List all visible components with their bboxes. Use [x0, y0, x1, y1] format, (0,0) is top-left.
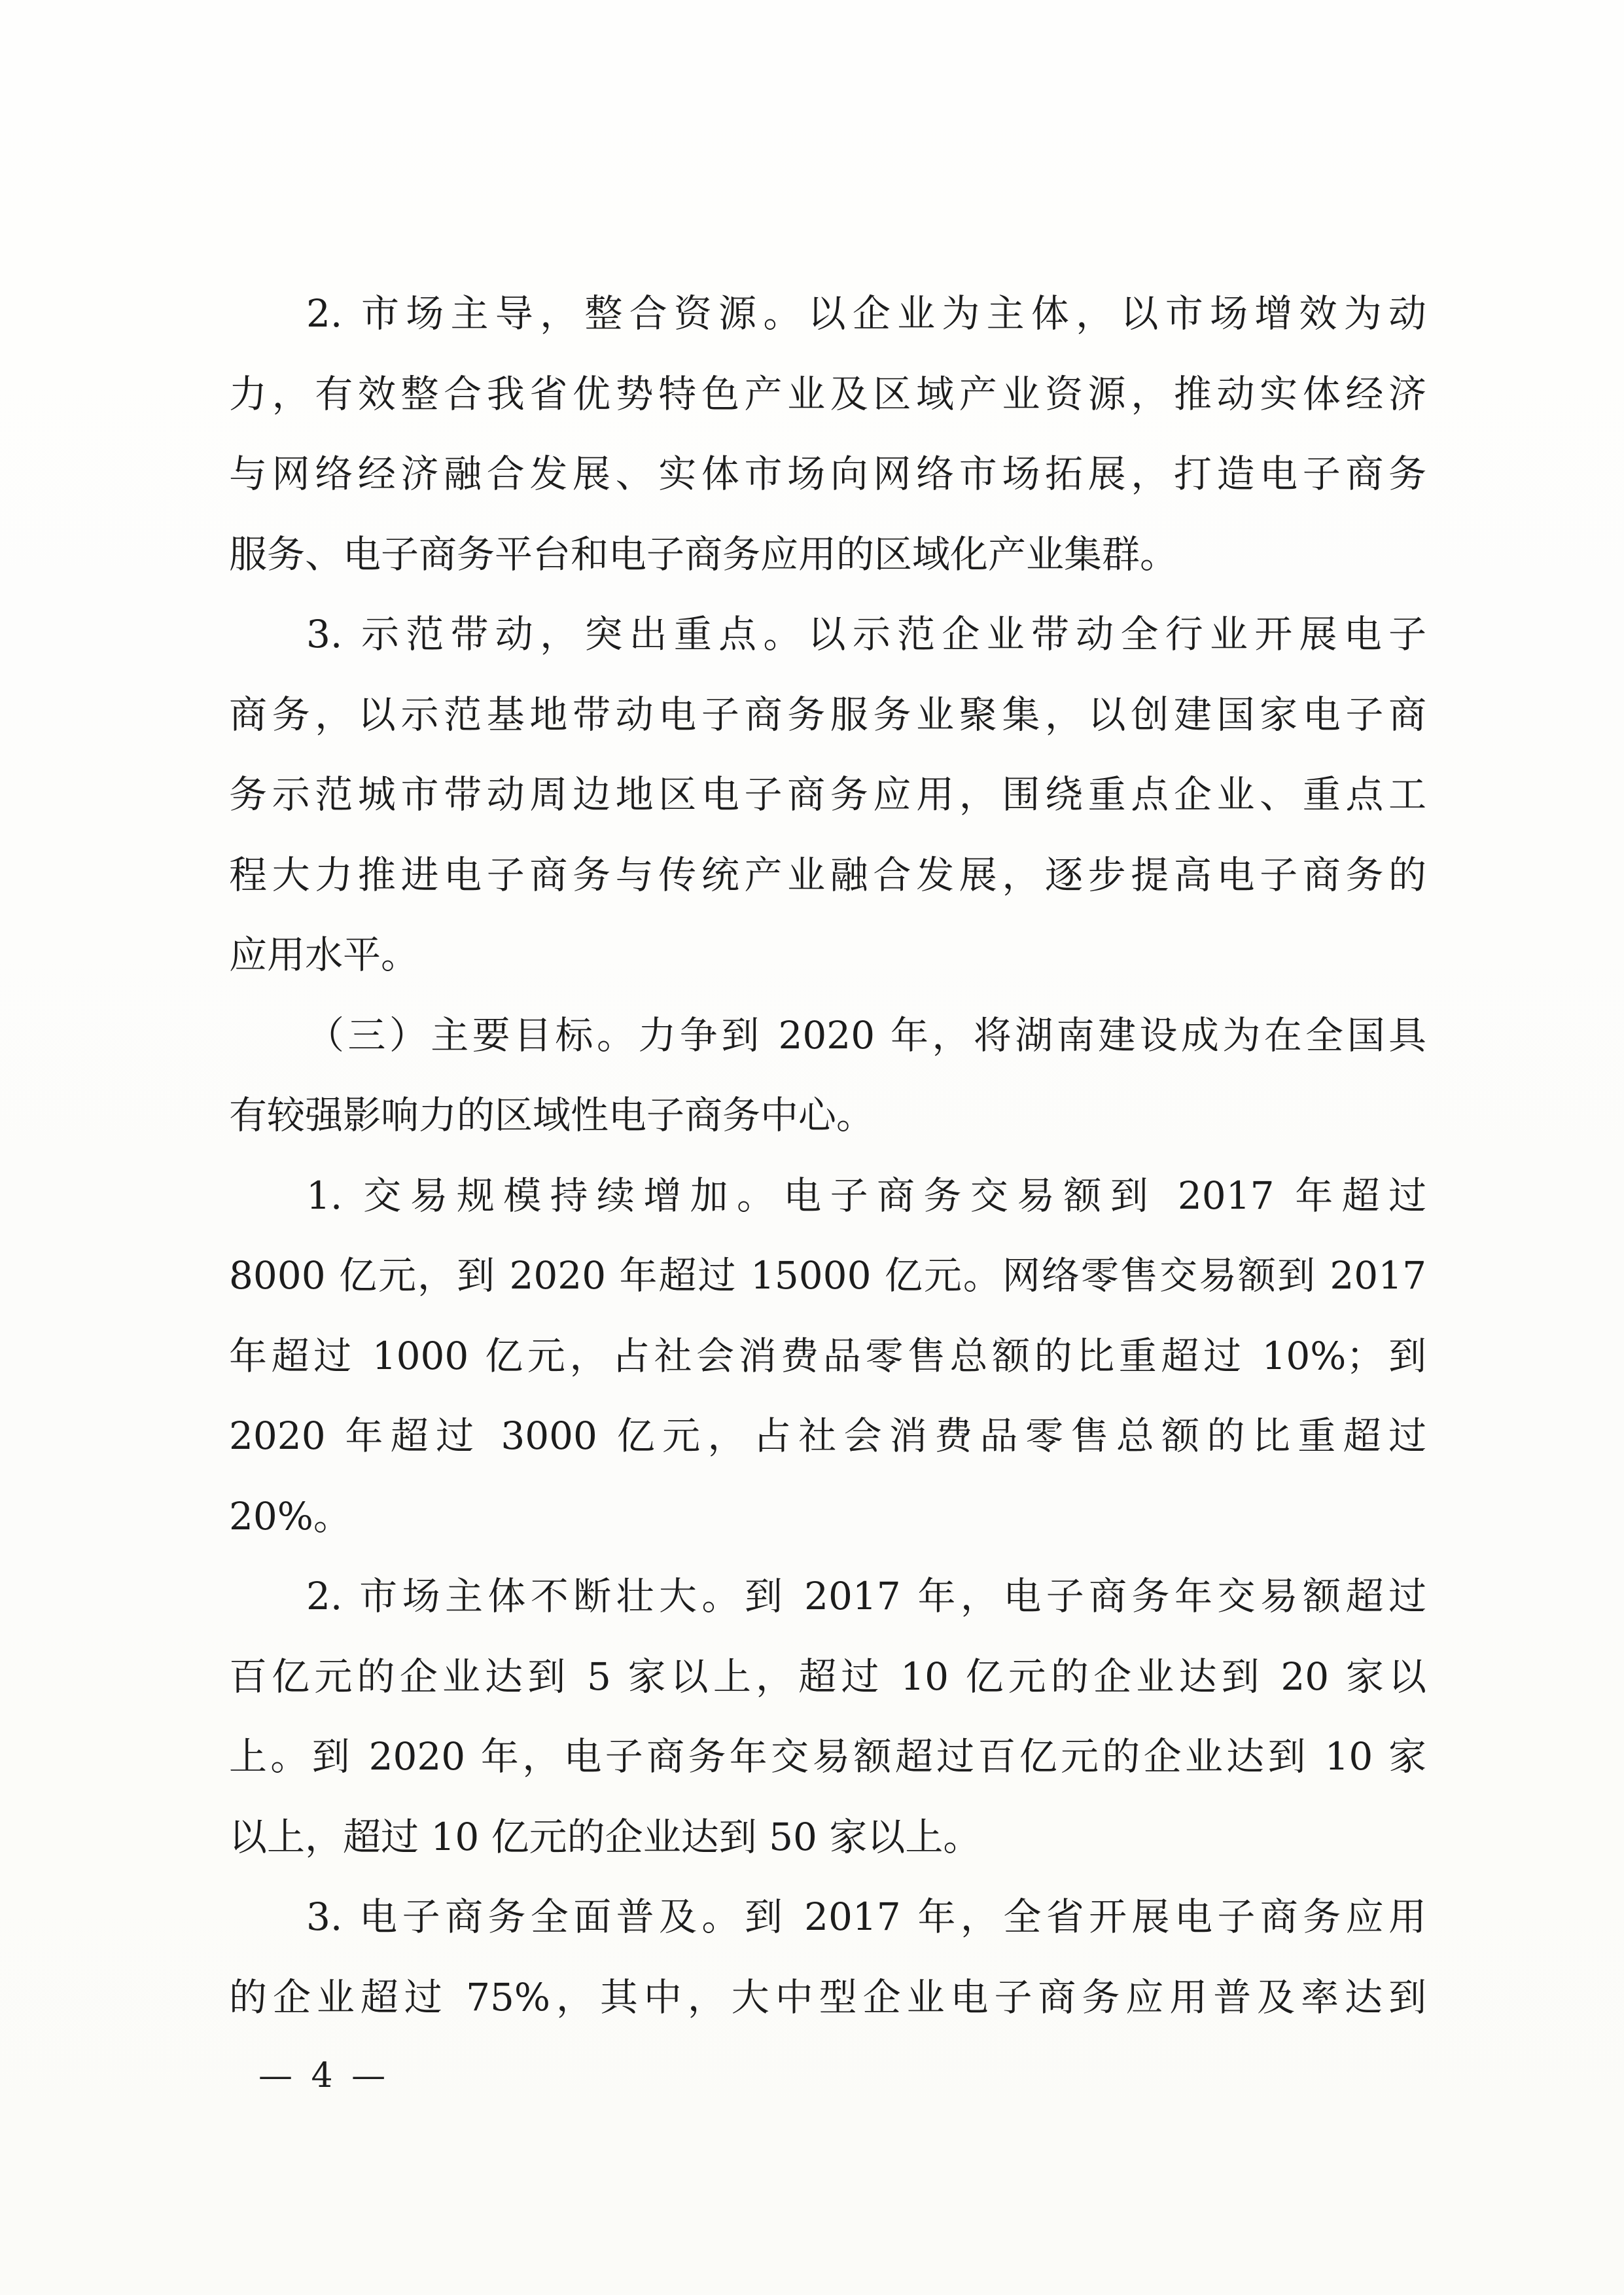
- page-number: — 4 —: [258, 2056, 390, 2095]
- paragraph-ecommerce-adoption: [229, 1877, 1426, 2037]
- body-text: [229, 274, 1426, 2037]
- text-line: 年超过 1000 亿元，占社会消费品零售总额的比重超过 10%；到: [229, 1333, 1426, 1378]
- text-line: 应用水平。: [229, 933, 419, 977]
- text-line: 2020 年超过 3000 亿元，占社会消费品零售总额的比重超过: [229, 1414, 1426, 1458]
- text-line: 8000 亿元，到 2020 年超过 15000 亿元。网络零售交易额到 2017: [229, 1253, 1426, 1298]
- section-heading-line: （三）主要目标。力争到 2020 年，将湖南建设成为在全国具: [306, 1012, 1426, 1058]
- paragraph-market-led: [229, 274, 1426, 594]
- paragraph-main-goals: [229, 995, 1426, 1156]
- text-line: 2. 市场主导，整合资源。以企业为主体，以市场增效为动: [306, 291, 1426, 336]
- paragraph-trade-scale: [229, 1156, 1426, 1557]
- text-line: 有较强影响力的区域性电子商务中心。: [229, 1093, 875, 1137]
- paragraph-demonstration: [229, 594, 1426, 995]
- text-line: 1. 交易规模持续增加。电子商务交易额到 2017 年超过: [306, 1173, 1426, 1218]
- text-line: 2. 市场主体不断壮大。到 2017 年，电子商务年交易额超过: [306, 1574, 1426, 1618]
- text-line: 上。到 2020 年，电子商务年交易额超过百亿元的企业达到 10 家: [229, 1734, 1426, 1779]
- text-line: 百亿元的企业达到 5 家以上，超过 10 亿元的企业达到 20 家以: [229, 1654, 1426, 1699]
- paragraph-market-entities: [229, 1556, 1426, 1877]
- text-line: 的企业超过 75%，其中，大中型企业电子商务应用普及率达到: [229, 1974, 1426, 2019]
- text-line: 与网络经济融合发展、实体市场向网络市场拓展，打造电子商务: [229, 452, 1426, 496]
- text-line: 商务，以示范基地带动电子商务服务业聚集，以创建国家电子商: [229, 692, 1426, 737]
- text-line: 服务、电子商务平台和电子商务应用的区域化产业集群。: [229, 531, 1178, 577]
- text-line: 3. 电子商务全面普及。到 2017 年，全省开展电子商务应用: [306, 1895, 1426, 1939]
- text-line: 3. 示范带动，突出重点。以示范企业带动全行业开展电子: [306, 612, 1426, 656]
- text-line: 力，有效整合我省优势特色产业及区域产业资源，推动实体经济: [229, 371, 1426, 416]
- text-line: 程大力推进电子商务与传统产业融合发展，逐步提高电子商务的: [229, 852, 1426, 897]
- text-line: 以上，超过 10 亿元的企业达到 50 家以上。: [229, 1814, 981, 1859]
- text-line: 20%。: [229, 1493, 351, 1539]
- text-line: 务示范城市带动周边地区电子商务应用，围绕重点企业、重点工: [229, 772, 1426, 817]
